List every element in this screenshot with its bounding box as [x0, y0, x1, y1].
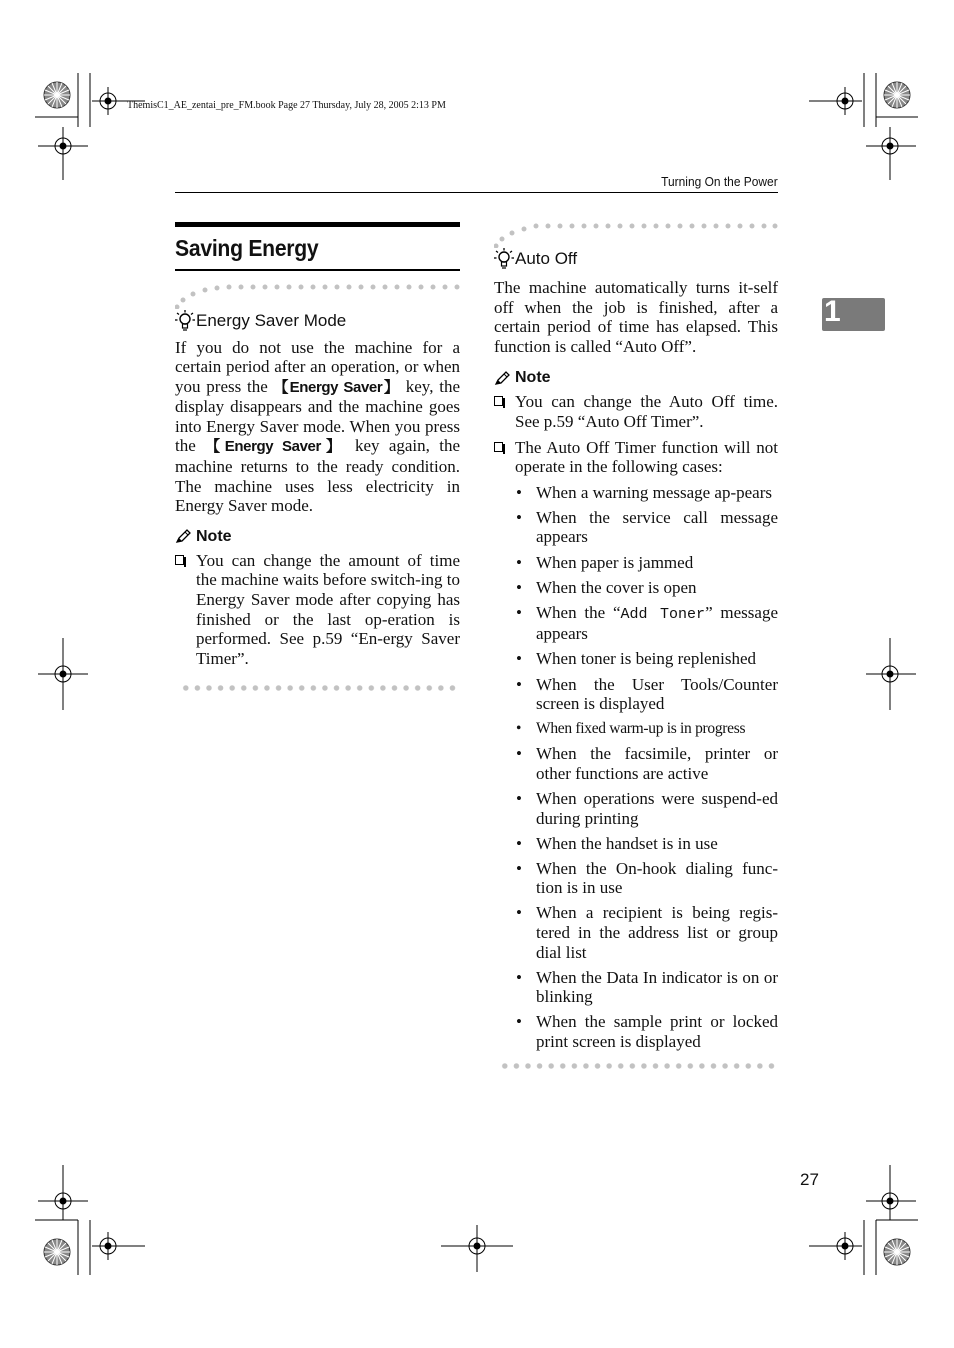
- auto-off-heading: [494, 248, 778, 270]
- right-column: [494, 222, 778, 1069]
- list-item: • When the cover is open: [494, 578, 778, 598]
- list-item: • When the Data In indicator is on or blinking: [494, 968, 778, 1007]
- pencil-icon: [175, 529, 192, 544]
- note-item: [494, 438, 778, 477]
- auto-off-paragraph: The machine automatically turns it-self off when the job is finished, after a certain period of time has elapsed. This function is called “Auto Off”.: [494, 278, 778, 356]
- note-heading: [175, 528, 460, 546]
- list-item: • When fixed warm-up is in progress: [494, 719, 778, 739]
- paragraph-text: key, the display disappears and the machine goes into Energy Saver mode. When you press the: [175, 376, 460, 456]
- energy-saver-heading: [175, 310, 460, 332]
- auto-off-exception-list: [494, 483, 778, 1052]
- list-item: [494, 603, 778, 644]
- lightbulb-icon: [494, 248, 514, 270]
- title-rule-bottom: [175, 269, 460, 271]
- note-text: You can change the amount of time the machine waits before switch-ing to Energy Saver mode after copying has finished or the last op-eration is performed. See p.59 “En-ergy Saver Timer”.: [196, 550, 460, 668]
- title-rule-top: [175, 222, 460, 227]
- left-column: [175, 222, 460, 691]
- list-item: • When the User Tools/Counter screen is displayed: [494, 675, 778, 714]
- list-item: • When the handset is in use: [494, 834, 778, 854]
- note-text: The Auto Off Timer function will not operate in the following cases:: [515, 437, 778, 477]
- list-item-text: When the “: [536, 602, 621, 622]
- list-item: • When the On-hook dialing func-tion is in use: [494, 859, 778, 898]
- list-item: • When operations were suspend-ed during printing: [494, 789, 778, 828]
- display-message-code: Add Toner: [620, 605, 706, 623]
- note-text: You can change the Auto Off time. See p.59 “Auto Off Timer”.: [515, 392, 778, 431]
- running-head: Turning On the Power: [661, 174, 778, 189]
- checkbox-icon: [494, 396, 503, 406]
- energy-saver-key-label: 【Energy Saver】: [273, 378, 400, 396]
- dotted-divider-top: [494, 222, 778, 248]
- chapter-tab: [822, 295, 885, 331]
- list-item: • When the service call message appears: [494, 508, 778, 547]
- header-rule: [175, 192, 778, 193]
- note-label: Note: [515, 369, 551, 387]
- checkbox-icon: [494, 442, 503, 452]
- lightbulb-icon: [175, 310, 195, 332]
- pencil-icon: [494, 371, 511, 386]
- dotted-divider-top: [175, 283, 460, 309]
- note-label: Note: [196, 527, 232, 545]
- note-heading: [494, 369, 778, 387]
- list-item: • When the facsimile, printer or other functions are active: [494, 744, 778, 783]
- energy-saver-key-label: 【Energy Saver】: [205, 438, 346, 456]
- paragraph-text: key again, the machine returns to the ready condition. The machine uses less electricity in Energy Saver mode.: [175, 436, 460, 516]
- page-number: 27: [800, 1170, 819, 1189]
- section-title: Saving Energy: [175, 235, 319, 261]
- file-header: ThemisC1_AE_zentai_pre_FM.book Page 27 Thursday, July 28, 2005 2:13 PM: [127, 100, 446, 111]
- list-item: • When paper is jammed: [494, 553, 778, 573]
- note-item: [175, 551, 460, 669]
- energy-saver-paragraph: [175, 338, 460, 516]
- list-item: • When a recipient is being regis-tered in the address list or group dial list: [494, 903, 778, 962]
- chapter-number: 1: [824, 295, 841, 328]
- paragraph-text: If you do not use the machine for a certain period after an operation, or when you press the: [175, 337, 460, 396]
- list-item-text: ” message appears: [536, 602, 778, 644]
- energy-saver-title: Energy Saver Mode: [196, 310, 347, 330]
- list-item: • When the sample print or locked print screen is displayed: [494, 1012, 778, 1051]
- list-item: • When toner is being replenished: [494, 649, 778, 669]
- dotted-divider-bottom: [499, 1063, 778, 1069]
- list-item: • When a warning message ap-pears: [494, 483, 778, 503]
- note-item: [494, 392, 778, 431]
- checkbox-icon: [175, 555, 184, 565]
- auto-off-title: Auto Off: [515, 249, 578, 268]
- dotted-divider-bottom: [180, 685, 460, 691]
